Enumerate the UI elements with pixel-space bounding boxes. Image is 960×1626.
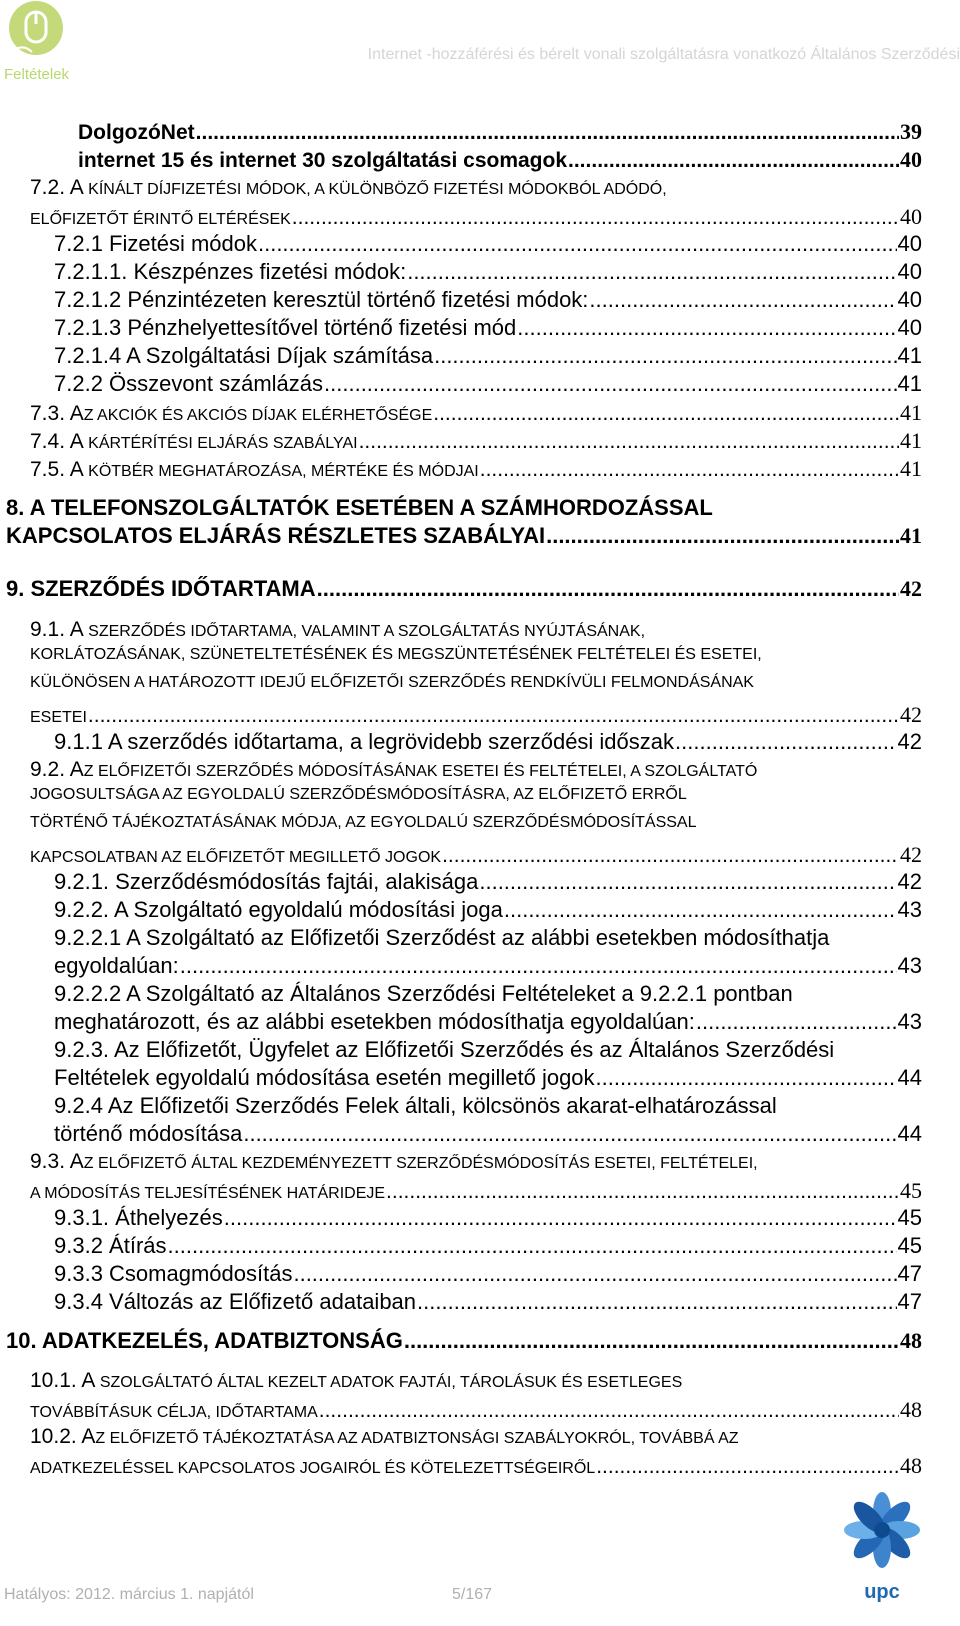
toc-entry[interactable] <box>78 119 922 145</box>
toc-entry-title: 7.2.1.1. Készpénzes fizetési módok: <box>54 259 407 284</box>
toc-entry[interactable] <box>54 1009 922 1035</box>
toc-small-caps: Z ELŐFIZETŐ ÁLTAL KEZDEMÉNYEZETT SZERZŐDÉSMÓDOSÍTÁS ESETEI, FELTÉTELEI, <box>83 1155 758 1172</box>
upc-logo-icon <box>842 1490 922 1610</box>
toc-small-caps: KÍNÁLT DÍJFIZETÉSI MÓDOK, A KÜLÖNBÖZŐ FIZETÉSI MÓDOKBÓL ADÓDÓ, <box>83 181 667 198</box>
toc-entry-title: KAPCSOLATOS ELJÁRÁS RÉSZLETES SZABÁLYAI <box>6 523 546 548</box>
toc-heading[interactable] <box>6 1328 922 1354</box>
toc-initial: A <box>69 618 84 641</box>
toc-entry[interactable] <box>30 204 922 230</box>
toc-leader <box>292 206 899 230</box>
toc-leader <box>589 287 896 313</box>
toc-entry[interactable] <box>30 1425 922 1449</box>
toc-entry[interactable] <box>30 646 922 664</box>
toc-section-number: 7.3. <box>30 402 70 425</box>
toc-page-number: 40 <box>900 147 922 172</box>
toc-section-number: 7.2. <box>30 176 70 199</box>
toc-entry[interactable] <box>30 1453 922 1479</box>
toc-page-number: 40 <box>897 287 922 312</box>
toc-leader <box>180 953 897 979</box>
toc-entry-title: 9.3.4 Változás az Előfizető adataiban <box>54 1289 417 1314</box>
toc-entry-title: ESETEI <box>30 709 87 726</box>
toc-leader <box>417 1289 896 1315</box>
toc-leader <box>546 523 899 549</box>
toc-small-caps: Z AKCIÓK ÉS AKCIÓS DÍJAK ELÉRHETŐSÉGE <box>83 407 433 424</box>
toc-entry[interactable] <box>54 1121 922 1147</box>
toc-page-number: 41 <box>897 343 922 368</box>
toc-entry-title: 9. SZERZŐDÉS IDŐTARTAMA <box>6 576 316 601</box>
toc-entry-title: 9.2.2. A Szolgáltató egyoldalú módosítási joga <box>54 897 503 922</box>
toc-leader <box>319 1399 899 1423</box>
toc-entry[interactable] <box>30 702 922 728</box>
toc-leader <box>293 1261 896 1287</box>
toc-leader <box>696 1009 897 1035</box>
toc-entry-title: KAPCSOLATBAN AZ ELŐFIZETŐT MEGILLETŐ JOGOK <box>30 849 442 866</box>
toc-initial: A <box>69 402 84 425</box>
toc-section-number: 9.1. <box>30 618 70 641</box>
toc-entry[interactable] <box>54 869 922 895</box>
toc-entry-title: internet 15 és internet 30 szolgáltatási csomagok <box>78 149 568 172</box>
toc-entry[interactable] <box>54 1037 922 1063</box>
toc-entry[interactable] <box>30 842 922 868</box>
toc-page-number: 42 <box>897 869 922 894</box>
toc-entry-title: 7.2.1.3 Pénzhelyettesítővel történő fizetési mód <box>54 315 517 340</box>
toc-leader <box>675 729 896 755</box>
toc-page-number: 42 <box>897 729 922 754</box>
toc-entry[interactable] <box>54 343 922 369</box>
toc-entry-title: meghatározott, és az alábbi esetekben módosíthatja egyoldalúan: <box>54 1009 695 1034</box>
toc-entry-title: 9.2.2.1 A Szolgáltató az Előfizetői Szerződést az alábbi esetekben módosíthatja <box>54 925 830 950</box>
toc-leader <box>404 1328 899 1354</box>
toc-entry-title: 7.2.1 Fizetési módok <box>54 231 257 256</box>
toc-entry-title <box>30 402 432 426</box>
toc-small-caps: SZERZŐDÉS IDŐTARTAMA, VALAMINT A SZOLGÁLTATÁS NYÚJTÁSÁNAK, <box>83 623 646 640</box>
toc-entry-title: ADATKEZELÉSSEL KAPCSOLATOS JOGAIRÓL ÉS KÖTELEZETTSÉGEIRŐL <box>30 1460 596 1477</box>
toc-entry-title: 9.2.4 Az Előfizetői Szerződés Felek általi, kölcsönös akarat-elhatározással <box>54 1093 777 1118</box>
toc-entry[interactable] <box>30 618 922 642</box>
toc-leader <box>243 1121 896 1147</box>
toc-entry[interactable] <box>30 1397 922 1423</box>
toc-section-number: 7.4. <box>30 430 70 453</box>
toc-entry[interactable] <box>54 1233 922 1259</box>
toc-entry-title: 7.2.2 Összevont számlázás <box>54 371 324 396</box>
toc-entry[interactable] <box>54 1065 922 1091</box>
toc-page-number: 48 <box>900 1453 922 1478</box>
toc-entry[interactable] <box>54 371 922 397</box>
footer-effective-date: Hatályos: 2012. március 1. napjától <box>4 1586 254 1603</box>
toc-leader <box>359 430 899 454</box>
toc-page-number: 43 <box>897 953 922 978</box>
toc-entry[interactable] <box>54 897 922 923</box>
toc-page-number: 40 <box>900 204 922 229</box>
toc-entry[interactable] <box>54 259 922 285</box>
toc-leader <box>224 1205 897 1231</box>
toc-entry-title: 9.2.1. Szerződésmódosítás fajtái, alakisága <box>54 869 479 894</box>
toc-section-number: 7.5. <box>30 458 70 481</box>
toc-entry[interactable] <box>30 674 922 692</box>
toc-entry-title: 8. A TELEFONSZOLGÁLTATÓK ESETÉBEN A SZÁMHORDOZÁSSAL <box>6 495 713 520</box>
toc-heading[interactable] <box>6 523 922 549</box>
toc-page-number: 47 <box>897 1261 922 1286</box>
toc-entry[interactable] <box>54 925 922 951</box>
toc-small-caps: KÁRTÉRÍTÉSI ELJÁRÁS SZABÁLYAI <box>83 435 358 452</box>
toc-leader <box>596 1065 897 1091</box>
toc-entry-title: Feltételek egyoldalú módosítása esetén megillető jogok <box>54 1065 595 1090</box>
toc-entry[interactable] <box>54 1093 922 1119</box>
toc-leader <box>480 458 899 482</box>
toc-page-number: 40 <box>897 315 922 340</box>
toc-heading[interactable] <box>6 495 922 521</box>
toc-entry-title: 9.2.2.2 A Szolgáltató az Általános Szerződési Feltételeket a 9.2.2.1 pontban <box>54 981 793 1006</box>
toc-entry[interactable] <box>54 287 922 313</box>
toc-leader <box>407 259 896 285</box>
toc-page-number: 40 <box>897 231 922 256</box>
toc-page-number: 48 <box>900 1397 922 1422</box>
toc-entry[interactable] <box>30 456 922 482</box>
header-label: Feltételek <box>4 66 70 83</box>
toc-entry-title <box>30 618 645 642</box>
toc-page-number: 40 <box>897 259 922 284</box>
header-title: Internet -hozzáférési és bérelt vonali szolgáltatásra vonatkozó Általános Szerződési <box>367 46 960 63</box>
toc-page-number: 44 <box>897 1121 922 1146</box>
upc-logo-text: upc <box>864 1581 900 1603</box>
toc-entry[interactable] <box>30 1178 922 1204</box>
toc-entry[interactable] <box>30 1369 922 1393</box>
toc-entry[interactable] <box>30 428 922 454</box>
toc-leader <box>568 149 899 173</box>
toc-entry[interactable] <box>30 786 922 804</box>
toc-entry[interactable] <box>30 400 922 426</box>
toc-entry[interactable] <box>78 147 922 173</box>
toc-page-number: 45 <box>900 1178 922 1203</box>
toc-entry-title: ELŐFIZETŐT ÉRINTŐ ELTÉRÉSEK <box>30 211 291 228</box>
toc-page-number: 41 <box>900 456 922 481</box>
toc-leader <box>386 1180 899 1204</box>
toc-small-caps: Z ELŐFIZETŐI SZERZŐDÉS MÓDOSÍTÁSÁNAK ESETEI ÉS FELTÉTELEI, A SZOLGÁLTATÓ <box>83 763 758 780</box>
toc-initial: A <box>69 1150 84 1173</box>
toc-initial: A <box>69 758 84 781</box>
toc-entry-title: 10. ADATKEZELÉS, ADATBIZTONSÁG <box>6 1328 403 1353</box>
toc-entry[interactable] <box>54 1205 922 1231</box>
toc-entry[interactable] <box>54 981 922 1007</box>
toc-entry[interactable] <box>54 729 922 755</box>
toc-small-caps: Z ELŐFIZETŐ TÁJÉKOZTATÁSA AZ ADATBIZTONSÁGI SZABÁLYOKRÓL, TOVÁBBÁ AZ <box>95 1430 739 1447</box>
toc-page-number: 44 <box>897 1065 922 1090</box>
toc-page-number: 41 <box>900 523 922 548</box>
toc-page-number: 41 <box>900 400 922 425</box>
toc-leader <box>517 315 896 341</box>
toc-page-number: 42 <box>900 702 922 727</box>
toc-entry[interactable] <box>30 176 922 200</box>
toc-entry-title: TOVÁBBÍTÁSUK CÉLJA, IDŐTARTAMA <box>30 1404 318 1421</box>
toc-entry-title <box>30 1425 739 1449</box>
toc-section-number: 10.2. <box>30 1425 82 1448</box>
toc-page-number: 45 <box>897 1205 922 1230</box>
toc-leader <box>88 704 899 728</box>
toc-entry-title <box>30 1369 682 1393</box>
toc-leader <box>479 869 896 895</box>
toc-leader <box>442 844 899 868</box>
toc-page-number: 43 <box>897 897 922 922</box>
toc-entry-title: KÜLÖNÖSEN A HATÁROZOTT IDEJŰ ELŐFIZETŐI SZERZŐDÉS RENDKÍVÜLI FELMONDÁSÁNAK <box>30 674 754 691</box>
toc-entry-title: egyoldalúan: <box>54 953 179 978</box>
toc-leader <box>196 121 899 145</box>
toc-initial: A <box>69 176 84 199</box>
toc-page-number: 42 <box>900 576 922 601</box>
toc-leader <box>434 343 896 369</box>
toc-page-number: 43 <box>897 1009 922 1034</box>
toc-entry-title <box>30 176 667 200</box>
toc-entry-title: A MÓDOSÍTÁS TELJESÍTÉSÉNEK HATÁRIDEJE <box>30 1185 386 1202</box>
toc-section-number: 10.1. <box>30 1369 82 1392</box>
footer-page-number: 5/167 <box>452 1586 493 1603</box>
toc-section-number: 9.2. <box>30 758 70 781</box>
toc-leader <box>258 231 897 257</box>
toc-initial: A <box>81 1425 96 1448</box>
toc-entry-title: 7.2.1.2 Pénzintézeten keresztül történő fizetési módok: <box>54 287 589 312</box>
toc-entry[interactable] <box>54 1289 922 1315</box>
toc-initial: A <box>81 1369 96 1392</box>
toc-entry[interactable] <box>54 315 922 341</box>
toc-leader <box>596 1455 899 1479</box>
toc-entry[interactable] <box>54 1261 922 1287</box>
toc-entry[interactable] <box>54 231 922 257</box>
toc-initial: A <box>69 458 84 481</box>
toc-page-number: 41 <box>900 428 922 453</box>
toc-page-number: 42 <box>900 842 922 867</box>
toc-entry-title <box>30 458 479 482</box>
toc-leader <box>324 371 897 397</box>
toc-entry[interactable] <box>30 758 922 782</box>
toc-page-number: 39 <box>900 119 922 144</box>
toc-entry-title: 9.3.1. Áthelyezés <box>54 1205 223 1230</box>
toc-section-number: 9.3. <box>30 1150 70 1173</box>
toc-entry-title <box>30 430 358 454</box>
toc-heading[interactable] <box>6 576 922 602</box>
toc-entry-title: 7.2.1.4 A Szolgáltatási Díjak számítása <box>54 343 434 368</box>
toc-small-caps: SZOLGÁLTATÓ ÁLTAL KEZELT ADATOK FAJTÁI, TÁROLÁSUK ÉS ESETLEGES <box>95 1374 683 1391</box>
toc-page-number: 45 <box>897 1233 922 1258</box>
toc-entry[interactable] <box>30 1150 922 1174</box>
toc-page-number: 48 <box>900 1328 922 1353</box>
toc-entry-title: JOGOSULTSÁGA AZ EGYOLDALÚ SZERZŐDÉSMÓDOSÍTÁSRA, AZ ELŐFIZETŐ ERRŐL <box>30 786 687 803</box>
toc-page-number: 41 <box>897 371 922 396</box>
toc-leader <box>433 402 899 426</box>
toc-entry-title: 9.3.2 Átírás <box>54 1233 167 1258</box>
toc-entry[interactable] <box>30 814 922 832</box>
toc-entry-title: történő módosítása <box>54 1121 243 1146</box>
toc-entry-title: 9.3.3 Csomagmódosítás <box>54 1261 293 1286</box>
toc-entry-title: 9.1.1 A szerződés időtartama, a legrövidebb szerződési időszak <box>54 729 675 754</box>
toc-entry-title <box>30 1150 758 1174</box>
toc-initial: A <box>69 430 84 453</box>
toc-entry-title: DolgozóNet <box>78 121 195 144</box>
toc-entry-title <box>30 758 757 782</box>
toc-page-number: 47 <box>897 1289 922 1314</box>
toc-entry[interactable] <box>54 953 922 979</box>
toc-small-caps: KÖTBÉR MEGHATÁROZÁSA, MÉRTÉKE ÉS MÓDJAI <box>83 463 479 480</box>
toc-entry-title: 9.2.3. Az Előfizetőt, Ügyfelet az Előfizetői Szerződés és az Általános Szerződési <box>54 1037 835 1062</box>
toc-leader <box>168 1233 897 1259</box>
toc-entry-title: KORLÁTOZÁSÁNAK, SZÜNETELTETÉSÉNEK ÉS MEGSZÜNTETÉSÉNEK FELTÉTELEI ÉS ESETEI, <box>30 646 762 663</box>
toc-leader <box>317 576 899 602</box>
toc-entry-title: TÖRTÉNŐ TÁJÉKOZTATÁSÁNAK MÓDJA, AZ EGYOLDALÚ SZERZŐDÉSMÓDOSÍTÁSSAL <box>30 814 697 831</box>
toc-leader <box>504 897 897 923</box>
